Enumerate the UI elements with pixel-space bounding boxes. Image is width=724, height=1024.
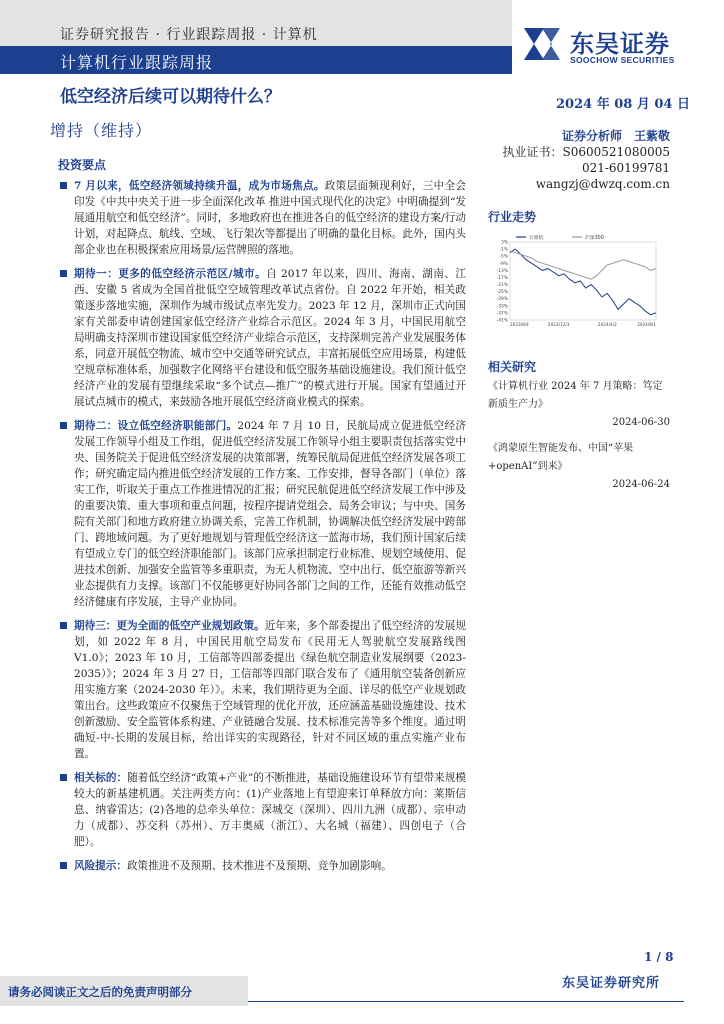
- analyst-phone: 021-60199781: [581, 161, 670, 175]
- point-text: 近年来，多个部委提出了低空经济的发展规划，如 2022 年 8 月，中国民用航空局发布《民用无人驾驶航空发展路线图 V1.0》；2023 年 10 月，工信部等四部委提出《绿色航空制造业发展纲要（2023-2035）》；2024 年 3 月 27 日，工信部等四部门联合发布了《通用航空装备创新应用实施方案（2024-2030 年）》。未来，我们期待更为全面、详尽的低空产业规划政策出台。这些政策应不仅聚焦于空域管理的优化开放，还应涵盖基础设施建设、技术创新激励、安全监管体系构建、产业链融合发展、技术标准完善等多个维度。通过明确短-中-长期的发展目标，给出详实的实现路径，针对不同区域的重点实施产业布置。: [74, 620, 466, 760]
- x-tick-label: 2023/8/4: [510, 322, 529, 327]
- list-item: [58, 858, 466, 874]
- footer-org: 东吴证券研究所: [562, 976, 661, 991]
- y-tick-label: 3%: [501, 240, 508, 246]
- company-logo: [520, 24, 710, 70]
- investment-points: [58, 178, 466, 882]
- bullet-square-icon: [60, 270, 67, 277]
- y-tick-label: -5%: [499, 254, 508, 260]
- report-title: 低空经济后续可以期待什么？: [60, 87, 281, 107]
- y-tick-label: -9%: [499, 261, 508, 267]
- logo-mark-icon: [520, 24, 564, 64]
- list-item: [58, 418, 466, 610]
- report-type: 计算机行业跟踪周报: [60, 53, 214, 72]
- footer-rule: [248, 1001, 684, 1002]
- related-research-list: [488, 378, 670, 502]
- analyst-email[interactable]: wangzj@dwzq.com.cn: [535, 177, 670, 191]
- list-item: [58, 178, 466, 258]
- x-tick-label: 2024/4/2: [597, 322, 617, 327]
- bullet-square-icon: [60, 422, 67, 429]
- logo-text-en: SOOCHOW SECURITIES: [570, 55, 675, 65]
- list-item: [58, 266, 466, 410]
- y-tick-label: -21%: [496, 283, 508, 289]
- y-tick-label: -1%: [499, 247, 508, 253]
- y-tick-label: -25%: [496, 290, 508, 296]
- point-text: 政策推进不及预期、技术推进不及预期、竞争加剧影响。: [126, 860, 392, 872]
- bullet-square-icon: [60, 774, 67, 781]
- point-highlight: 期待一：更多的低空经济示范区/城市。: [74, 268, 267, 280]
- y-tick-label: -41%: [496, 318, 508, 324]
- point-highlight: 期待三：更为全面的低空产业规划政策。: [74, 620, 265, 632]
- analyst-name: 证券分析师 王紫敬: [561, 129, 670, 143]
- research-date: 2024-06-30: [612, 417, 670, 428]
- legend-label: 沪深300: [585, 236, 604, 241]
- breadcrumb: 证券研究报告 · 行业跟踪周报 · 计算机: [60, 27, 318, 43]
- analyst-cert: 执业证书：S0600521080005: [502, 145, 670, 159]
- footer-disclaimer-bar: [0, 976, 248, 1006]
- point-text: 2024 年 7 月 10 日，民航局成立促进低空经济发展工作领导小组及工作组，促进低空经济发展工作领导小组主要职责包括落实党中央、国务院关于促进低空经济发展的决策部署，统筹民航局促进低空经济发展各项工作；研究确定局内推进低空经济发展的工作方案、工作安排，督导各部门（单位）落实工作，听取关于重点工作推进情况的汇报；研究民航促进低空经济发展工作中涉及的重要决策、重大事项和重点问题，按程序提请党组会、局务会审议；与中央、国务院有关部门和地方政府建立协调关系，完善工作机制，协调解决低空经济发展中跨部门、跨地域问题。为了更好地规划与管理低空经济这一蓝海市场，我们预计国家后续有望成立专门的低空经济职能部门。该部门应承担制定行业标准、规划空域使用、促进技术创新、加强安全监管等多重职责，为无人机物流、空中出行、低空旅游等新兴业态提供有力支撑。该部门不仅能够更好协同各部门之间的工作，还能有效推动低空经济健康有序发展，主导产业协同。: [74, 420, 466, 608]
- point-text: 政策层面频现利好，三中全会印发《中共中央关于进一步全面深化改革 推进中国式现代化的决定》中明确提到“发展通用航空和低空经济”。同时，多地政府也在推进各自的低空经济的建设方案/行动计划，对起降点、航线、空域、飞行架次等都提出了明确的量化目标。此外，国内头部企业也在积极探索应用场景/运营牌照的落地。: [74, 180, 466, 256]
- point-highlight: 相关标的：: [74, 772, 128, 784]
- rating: 增持（维持）: [50, 121, 153, 140]
- related-heading: 相关研究: [488, 360, 537, 374]
- chart-frame: [510, 242, 656, 320]
- y-tick-label: -37%: [496, 311, 508, 317]
- bullet-square-icon: [60, 862, 67, 869]
- trend-chart: [488, 232, 660, 332]
- research-date: 2024-06-24: [612, 479, 670, 490]
- point-highlight: 期待二：设立低空经济职能部门。: [74, 420, 238, 432]
- page-number: 1 / 8: [644, 950, 674, 964]
- series-line-0: [510, 249, 656, 315]
- bullet-square-icon: [60, 182, 67, 189]
- trend-heading: 行业走势: [488, 210, 537, 224]
- bullet-square-icon: [60, 622, 67, 629]
- y-tick-label: -17%: [496, 275, 508, 281]
- point-text: 随着低空经济“政策+产业”的不断推进，基础设施建设环节有望带来规模较大的新基建机遇。关注两类方向：(1)产业落地上有望迎来订单释放方向：莱斯信息、纳睿雷达；(2)各地的总牵头单位：深城交（深圳）、四川九洲（成都）、宗申动力（成都）、苏交科（苏州）、万丰奥威（浙江）、大名城（福建）、四创电子（合肥）。: [74, 772, 466, 848]
- y-tick-label: -29%: [496, 297, 508, 303]
- x-tick-label: 2023/12/3: [547, 322, 570, 327]
- logo-text-cn: 东吴证券: [570, 30, 670, 58]
- footer-disclaimer: 请务必阅读正文之后的免责声明部分: [8, 985, 192, 999]
- legend-label: 计算机: [529, 236, 544, 241]
- point-highlight: 风险提示：: [74, 860, 127, 872]
- list-item: [58, 618, 466, 762]
- point-text: 自 2017 年以来，四川、海南、湖南、江西、安徽 5 省成为全国首批低空空域管理改革试点省份。自 2022 年开始，相关政策逐步落地实施，深圳作为城市级试点率先发力。2023 年 12 月，深圳市正式向国家有关部委申请创建国家低空经济产业综合示范区。2024 年 3 月，中国民用航空局明确支持深圳市建设国家低空经济产业综合示范区，支持深圳完善产业发展服务体系，同意开展低空物流、城市空中交通等研究试点，丰富拓展低空应用场景，构建低空规章标准体系，加强数字化网络平台建设和低空服务基础设施建设。我们预计低空经济产业的发展有望继续采取“多个试点—推广”的模式进行开展。国家有望通过开展试点城市的模式，来鼓励各地开展低空经济商业模式的探索。: [74, 268, 466, 408]
- analyst-info: [503, 128, 670, 192]
- series-line-1: [510, 251, 656, 279]
- report-date: 2024 年 08 月 04 日: [556, 97, 690, 112]
- x-tick-label: 2024/8/1: [637, 322, 656, 327]
- research-title[interactable]: 《鸿蒙原生智能发布、中国“苹果+openAI”到来》: [488, 443, 634, 472]
- point-highlight: 7 月以来，低空经济领域持续升温，成为市场焦点。: [74, 180, 325, 192]
- list-item: [58, 770, 466, 850]
- y-tick-label: -33%: [496, 304, 508, 310]
- research-title[interactable]: 《计算机行业 2024 年 7 月策略：笃定新质生产力》: [488, 381, 663, 410]
- y-tick-label: -13%: [496, 268, 508, 274]
- investment-heading: 投资要点: [58, 158, 107, 172]
